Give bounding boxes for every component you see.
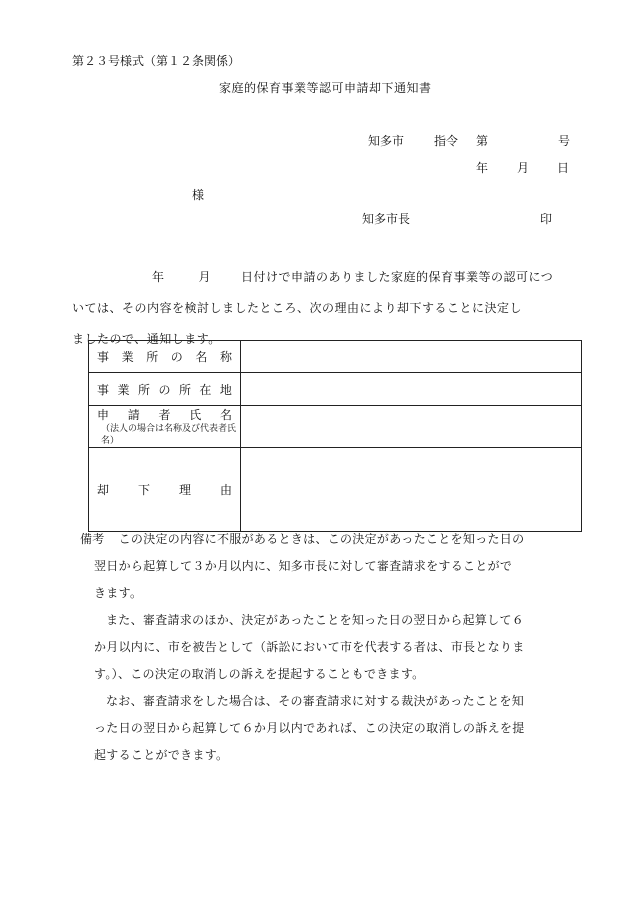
issuer-directive: 指令 [434, 134, 459, 148]
body-month: 月 [198, 270, 212, 284]
label-char: 名 [219, 408, 232, 422]
remarks-p1-line3: きます。 [94, 586, 143, 600]
date-year: 年 [476, 161, 489, 175]
value-office-name[interactable] [241, 341, 582, 373]
remarks-heading: 備考 [80, 532, 105, 546]
label-char: 却 [97, 483, 110, 497]
value-rejection-reason[interactable] [241, 448, 582, 532]
body-line3: ましたので、通知します。 [72, 332, 221, 346]
label-char: の [158, 382, 171, 397]
label-char: 業 [117, 382, 130, 397]
remarks-p1-line1: この決定の内容に不服があるときは、この決定があったことを知った日の [118, 532, 525, 546]
remarks-p2-line3: す。）、この決定の取消しの訴えを提起することもできます。 [94, 667, 425, 681]
label-char: 事 [97, 382, 110, 397]
label-char: 理 [178, 483, 191, 497]
label-char: の [170, 350, 183, 364]
value-applicant-name[interactable] [241, 406, 582, 448]
label-char: 名 [195, 350, 208, 364]
remarks-p2-line2: か月以内に、市を被告として（訴訟において市を代表する者は、市長となりま [94, 640, 525, 654]
label-char: 地 [219, 382, 232, 397]
label-char: 者 [158, 408, 171, 422]
label-office-name [89, 341, 241, 373]
label-applicant-note: （法人の場合は名称及び代表者氏名） [101, 424, 237, 446]
number-prefix: 第 [476, 134, 489, 148]
table-row [89, 373, 582, 406]
form-number: 第２３号様式（第１２条関係） [72, 54, 241, 68]
label-char: 所 [137, 382, 150, 397]
remarks-p3-line2: った日の翌日から起算して６か月以内であれば、この決定の取消しの訴えを提 [94, 721, 525, 735]
remarks-section [80, 526, 590, 769]
date-month: 月 [517, 161, 530, 175]
issuer-city: 知多市 [368, 134, 405, 148]
label-char: 所 [178, 382, 191, 397]
label-office-name-text [89, 348, 240, 365]
label-char: 請 [127, 408, 140, 422]
number-suffix: 号 [558, 134, 571, 148]
body-line2: いては、その内容を検討しましたところ、次の理由により却下することに決定し [72, 301, 523, 315]
label-rejection-reason [89, 448, 241, 532]
document-title: 家庭的保育事業等認可申請却下通知書 [219, 81, 432, 95]
addressee-honorific: 様 [192, 188, 205, 202]
mayor-title: 知多市長 [362, 212, 411, 226]
value-office-address[interactable] [241, 373, 582, 406]
remarks-p2-line1: また、審査請求のほか、決定があったことを知った日の翌日から起算して６ [106, 613, 525, 627]
seal-mark: 印 [540, 212, 553, 226]
label-char: 氏 [189, 408, 202, 422]
label-char: 事 [97, 350, 110, 364]
remarks-p3-line1: なお、審査請求をした場合は、その審査請求に対する裁決があったことを知 [106, 694, 525, 708]
label-char: 在 [199, 382, 212, 397]
label-char: 由 [219, 483, 232, 497]
label-applicant-name-text [89, 406, 240, 423]
label-char: 業 [121, 350, 134, 364]
date-day: 日 [557, 161, 570, 175]
table-row [89, 341, 582, 373]
label-char: 申 [97, 408, 110, 422]
label-char: 所 [146, 350, 159, 364]
label-rejection-reason-text [89, 481, 240, 498]
body-year: 年 [152, 270, 165, 284]
label-applicant-name [89, 406, 241, 448]
application-table [88, 340, 582, 532]
table-row [89, 448, 582, 532]
label-char: 称 [219, 350, 232, 364]
body-line1: 日付けで申請のありました家庭的保育事業等の認可につ [241, 270, 554, 284]
label-char: 下 [137, 483, 150, 497]
remarks-p1-line2: 翌日から起算して３か月以内に、知多市長に対して審査請求をすることがで [94, 559, 513, 573]
label-office-address [89, 373, 241, 406]
label-office-address-text [89, 381, 240, 398]
table-row [89, 406, 582, 448]
remarks-p3-line3: 起することができます。 [94, 748, 229, 762]
